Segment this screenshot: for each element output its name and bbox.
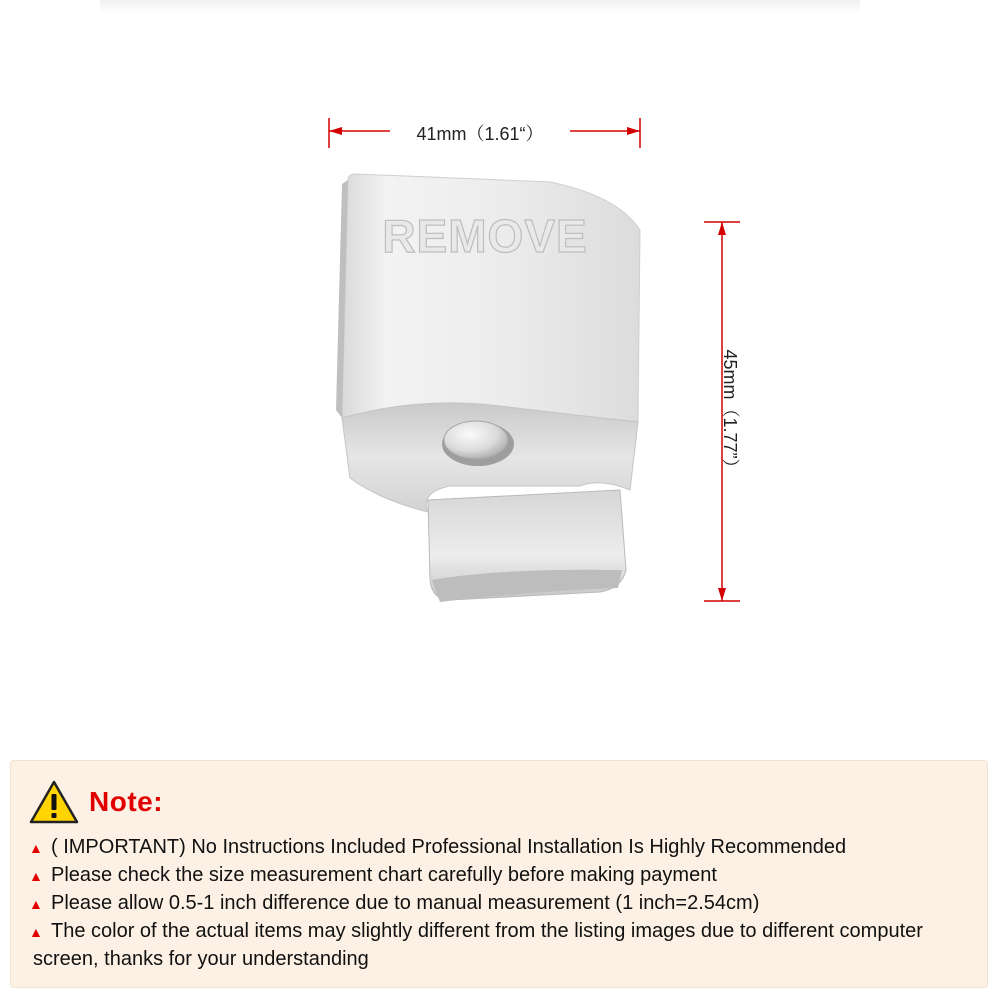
note-item-text: Please check the size measurement chart carefully before making payment [51,864,717,886]
note-item [29,889,979,917]
remove-engraving: REMOVE [382,210,588,262]
triangle-bullet-icon: ▲ [29,840,43,856]
note-item-text: Please allow 0.5-1 inch difference due to manual measurement (1 inch=2.54cm) [51,892,760,914]
height-dimension-label: 45mm（1.77”） [720,349,740,477]
note-list [29,833,979,973]
triangle-bullet-icon: ▲ [29,924,43,940]
note-panel [10,760,988,988]
note-item [29,917,979,973]
warning-icon [29,780,79,824]
width-dimension-label: 41mm（1.61“） [390,120,570,142]
top-edge-shadow [100,0,860,14]
note-item-continuation: screen, thanks for your understanding [33,948,369,970]
metal-hook-image [300,160,680,620]
triangle-bullet-icon: ▲ [29,896,43,912]
note-header [29,779,163,825]
note-item-text: The color of the actual items may slightly different from the listing images due to different computer [51,920,923,942]
note-title: Note: [89,786,164,817]
note-item-text: ( IMPORTANT) No Instructions Included Professional Installation Is Highly Recommended [51,836,847,858]
triangle-bullet-icon: ▲ [29,868,43,884]
note-item [29,833,979,861]
note-item [29,861,979,889]
